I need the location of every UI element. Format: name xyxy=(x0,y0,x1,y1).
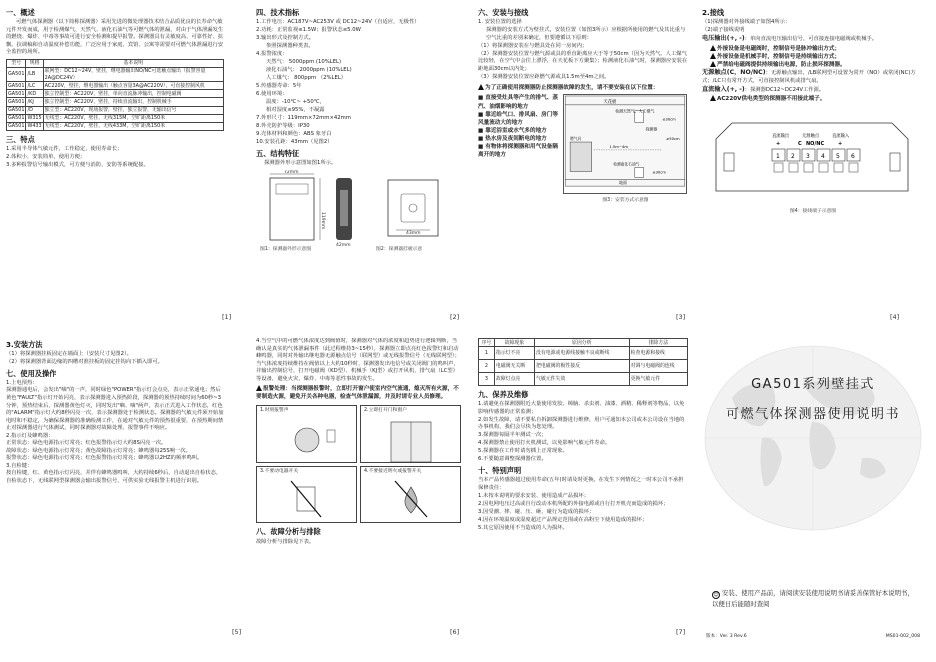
table-cell: 独立型：AC220V，现场报警，壁挂，独立报警，无输出信号 xyxy=(43,106,223,114)
maintenance-item: 5.探测器在工作时请勿插上正常现象。 xyxy=(478,448,568,455)
cover-version: 版本：Ver. 3 Rev.6 xyxy=(706,634,747,639)
fault-header-cell: 序号 xyxy=(479,339,495,347)
maintenance-item: 2.如发生故障，请不要私自拆卸探测器进行维修，用户可通知本公司或本公司设在当地的办事机构，我们会尽快为您处理。 xyxy=(478,416,685,431)
fault-row xyxy=(479,373,688,386)
fault-cell: 3 xyxy=(479,373,495,386)
terminal-screw xyxy=(789,163,798,172)
section-structure-title: 五、结构特征 xyxy=(256,148,300,158)
page-2 xyxy=(256,6,461,322)
cover-main-title: 可燃气体探测器使用说明书 xyxy=(725,407,900,423)
avoid-item xyxy=(478,135,560,143)
maintenance-item: 1.请避免在探测器附近大量使用发胶、樟脑、杀虫剂、油漆、酒精、稀释剂等物品，以免影响传感器的正常监测； xyxy=(478,401,685,415)
terminal-screw xyxy=(819,163,828,172)
fault-row xyxy=(479,360,688,373)
svg-text:检测液化石油气: 检测液化石油气 xyxy=(613,163,640,168)
install-figure xyxy=(563,94,688,204)
table-cell: GA501 xyxy=(8,82,25,89)
table-row xyxy=(7,98,224,106)
voltage-notes xyxy=(702,45,924,69)
mounting-plate-outline xyxy=(388,180,438,236)
table-cell: /KJ xyxy=(26,98,43,106)
fig4-caption: 图4：接线端子示意图 xyxy=(789,208,837,214)
svg-text:直流输入: 直流输入 xyxy=(832,134,850,140)
feature-item: 2.体积小，安装简单，使用方便； xyxy=(6,154,86,161)
specs-list xyxy=(256,19,461,147)
avoid-section xyxy=(478,94,688,204)
terminal-screw xyxy=(804,163,813,172)
wiring-line-1: （1)探测器对外接线端子如图4所示： xyxy=(702,19,791,26)
table-cell: /KD xyxy=(26,90,43,98)
install-rule: （2）探测器安装位置与燃气源或具的垂直距离应大于等于50cm（因为天然气、人工煤气比较轻，在空气中会往上漂浮，在天花板下方聚集）；检测液化石油气时，探测器应安装在距地面30cm以内处； xyxy=(478,50,688,72)
table-cell: 无线型：AC220V，壁挂，无线433M，空旷距离150米 xyxy=(43,122,223,130)
statement-item: 5.其它原因使用不当造成的人为损坏。 xyxy=(478,524,568,531)
svg-text:1.5m~4m: 1.5m~4m xyxy=(609,145,628,150)
avoid-item xyxy=(478,94,560,110)
page-7 xyxy=(478,338,688,638)
svg-text:地面: 地面 xyxy=(619,180,627,186)
install-method-2: （2）将探测器背面边缘的四槽对准挂板的固定挂钩向下插入即可。 xyxy=(6,359,163,366)
fault-cell: 气敏元件失效 xyxy=(534,373,629,386)
spec-item: 参照探测器种类表。 xyxy=(266,43,314,50)
svg-text:无源触点: 无源触点 xyxy=(802,134,820,140)
page-8-cover xyxy=(702,338,924,650)
table-row xyxy=(7,106,224,114)
spec-item: 8.外壳防护等级：IP30 xyxy=(256,123,310,130)
fault-cell: 1 xyxy=(479,347,495,360)
avoid-text: 有物体将探测器和用气设备隔离开的地方 xyxy=(478,144,558,159)
table-row xyxy=(7,114,224,122)
relay-label: 无源触点(C，NO/NC) xyxy=(702,68,766,76)
fault-title: 八、故障分析与排除 xyxy=(256,527,321,537)
terminal-number: 5 xyxy=(836,153,840,161)
warning-triangle-icon xyxy=(710,61,716,67)
terminal-screw xyxy=(849,163,858,172)
install-method-title: 3.安装方法 xyxy=(6,340,43,349)
fig-no-fire: 4.不要接近明火或报警开关 xyxy=(360,466,461,524)
fault-cell: 把电磁阀的极性接反 xyxy=(534,360,629,373)
install-warning: 为了正确使用探测器防止探测器故障的发生，请不要安装在以下位置： xyxy=(478,84,688,92)
statement-item: 4.因在环境温度或湿度超过产品规定范围或在高粉尘下使用造成的损坏； xyxy=(478,516,648,523)
warning-triangle-icon xyxy=(478,84,484,90)
avoid-text: 靠近给气口、排风扇、房门等风量流动大的地方 xyxy=(478,111,558,126)
fault-header-cell: 排除方法 xyxy=(629,339,687,347)
avoid-list xyxy=(478,94,560,204)
svg-text:探测器: 探测器 xyxy=(645,126,658,132)
table-cell: GA501 xyxy=(8,98,25,105)
page-4 xyxy=(702,6,924,322)
terminal-diagram xyxy=(702,109,922,205)
feature-item: 1.采用半导体气敏元件，工作稳定，使用寿命长； xyxy=(6,146,123,153)
avoid-text: 靠近浴室或水气多的地方 xyxy=(485,127,547,134)
maintenance-title: 九、保养及维修 xyxy=(478,390,529,400)
svg-text:≤30cm: ≤30cm xyxy=(662,117,676,122)
detector-low xyxy=(635,168,644,178)
page-number-4: [4] xyxy=(890,313,900,321)
dim-height: 119mm xyxy=(320,211,325,230)
svg-text:天花板: 天花板 xyxy=(603,100,617,106)
cover-series-title: GA501系列壁挂式 xyxy=(751,377,875,392)
avoid-text: 直接受灶具等产生的排气、蒸汽、油烟影响的地方 xyxy=(478,95,558,110)
structure-figures xyxy=(256,170,461,254)
dim-hole-spacing: 43mm xyxy=(406,230,421,236)
bullet-icon: ■ xyxy=(478,95,486,102)
table-row xyxy=(7,67,224,81)
voltage-note xyxy=(710,61,924,69)
table-cell: AC220V，壁挂，继电器输出（触点容量3A@AC220V），可直接控制风机 xyxy=(43,82,223,90)
spec-item: 5.传感器寿命：5年 xyxy=(256,83,302,90)
spec-item: 天然气： 5000ppm (10%LEL) xyxy=(266,59,342,66)
table-cell: 独立控制型：AC220V，壁挂，持续直流输出，控制机械手 xyxy=(43,98,223,106)
svg-text:燃气具: 燃气具 xyxy=(570,137,582,142)
maintenance-item: 3.探测器每隔半年测试一次； xyxy=(478,432,547,439)
spec-item: 4.报警浓度： xyxy=(256,51,288,58)
fault-cell: 没有电源或电源线接触不良或断线 xyxy=(534,347,629,360)
spec-item: 6.使用环境： xyxy=(256,91,288,98)
dc-text: ：探测器DC12~DC24V工作源。 xyxy=(744,86,825,93)
voltage-label: 电压输出(+, -) xyxy=(702,35,745,43)
bullet-icon: ■ xyxy=(478,144,486,151)
voltage-note xyxy=(710,45,924,53)
dc-label: 直流输入(+, -) xyxy=(702,85,745,93)
detector-outline-figure xyxy=(256,170,461,254)
fig1-caption: 图1：探测器外形示意图 xyxy=(260,246,312,252)
model-table xyxy=(6,59,224,131)
table-cell: W433 xyxy=(27,123,42,130)
page-number-5: [5] xyxy=(232,628,242,636)
bullet-icon: ■ xyxy=(478,136,486,142)
svg-text:+: + xyxy=(838,141,843,148)
table-row xyxy=(7,90,224,98)
page-number-3: [3] xyxy=(676,313,686,321)
fault-cell: 检查电源和接线 xyxy=(629,347,687,360)
install-rule: （1）将探测器安装在与燃具处在同一房间内； xyxy=(478,42,588,49)
table-cell: GA501 xyxy=(8,115,25,122)
page-number-6: [6] xyxy=(450,628,460,636)
page-6 xyxy=(256,338,461,638)
table-cell: /D xyxy=(26,106,43,114)
alarm-figures xyxy=(256,405,461,523)
install-rules xyxy=(478,43,688,82)
table-header-cell: 基本说明 xyxy=(43,59,223,67)
section-specs-title: 四、技术指标 xyxy=(256,8,300,17)
maintenance-item: 4.探测器禁止使用打火机测试，以免影响气敏元件寿命。 xyxy=(478,440,611,447)
statement-title: 十、特别声明 xyxy=(478,465,522,475)
stove xyxy=(570,142,592,171)
wiring-title: 2.接线 xyxy=(702,8,725,17)
spec-item: 人工煤气： 800ppm （2%LEL） xyxy=(266,75,347,82)
page-1 xyxy=(6,6,224,322)
page-number-2: [2] xyxy=(450,313,460,321)
dc-note: AC220V供电类型的探测器不用接此端子。 xyxy=(702,95,924,103)
statement-item: 3.因受潮、摔、碰、压、砸、碰行为造成的损坏； xyxy=(478,508,595,515)
fault-row xyxy=(479,347,688,360)
table-row xyxy=(7,82,224,90)
table-row xyxy=(7,122,224,130)
install-text: 探测器的安装方式为壁挂式，安装位置（如图3所示）应根据所使用的燃气及其比重与空气比重的差别来确定，但要遵循以下原则： xyxy=(486,27,686,41)
cover-code: MS01-002_008 xyxy=(885,634,920,639)
spec-item: 相对湿度≤95%，不凝露 xyxy=(266,107,325,114)
fault-cell: 指示灯不亮 xyxy=(494,347,534,360)
fig-alarm-sound: 1.时刻报警声 xyxy=(256,405,357,463)
table-cell: /LB xyxy=(26,67,43,81)
voltage-note-text: 外接设备是电磁阀时，控制信号是脉冲输出方式； xyxy=(717,45,841,52)
terminal-screw xyxy=(774,163,783,172)
fig-open-window: 2.立即打开门和窗户 xyxy=(360,405,461,463)
fault-text: 故障分析与排除见下表。 xyxy=(256,538,315,545)
bullet-icon: ■ xyxy=(478,127,486,134)
structure-text: 探测器外形示意图如图1所示。 xyxy=(264,160,337,167)
world-map-background xyxy=(702,338,924,538)
avoid-item xyxy=(478,127,560,135)
install-rule: （3）探测器安装位置应距燃气源或具1.5m至4m之间。 xyxy=(478,73,610,80)
statement-list xyxy=(478,493,688,533)
avoid-item xyxy=(478,143,560,159)
statement-text: 当本产品传感器超过使用寿命(五年)时请及时更换。在发生下列情况之一时本公司不承担保修责任： xyxy=(478,477,684,491)
fault-header-cell: 故障现象 xyxy=(494,339,534,347)
section-install-title: 六、安装与接线 xyxy=(478,8,529,17)
relay-text: ：无源触点输出，/LB联网型可设置为常开（NO）或常闭(NC)方式；/LC只有常开方式，可直接控制风机或排气扇。 xyxy=(702,69,916,84)
features-list xyxy=(6,146,224,170)
feature-item: 3.多种报警信号输出模式，可方便与消防、安防等系统配接。 xyxy=(6,162,149,169)
fig2-caption: 图2：探测器挂板示意 xyxy=(376,246,423,252)
install-diagram xyxy=(563,94,687,194)
terminal-number: 2 xyxy=(791,153,795,161)
fault-table xyxy=(478,338,688,386)
table-cell: 无线型：AC220V，壁挂，无线315M，空旷距离150米 xyxy=(43,114,223,122)
statement-item: 2.因电网电压过高或自行改动本机所配的外接电源或自行打开机壳而造成的损坏； xyxy=(478,500,669,507)
table-cell: GA501 xyxy=(8,123,25,130)
spec-item: 温度：-10℃~ +50℃， xyxy=(266,99,326,106)
statement-item: 1.未按本说明的要求安装、使用造成产品损坏； xyxy=(478,492,589,499)
dim-width: 72mm xyxy=(284,169,299,175)
spec-item: 1.工作电压：AC187V~AC253V 或 DC12~24V（自适应，无极性） xyxy=(256,19,420,26)
svg-text:≥50cm: ≥50cm xyxy=(666,137,680,142)
usage-text: 1.上电预热： 探测器通电后，会发出"嘀"的一声，同时绿色"POWER"指示灯会点亮，表示正常通电；然后黄色"FAULT"指示灯开始闪亮，表示探测器进入预热阶段，探测器的预热持续时间为60秒~3分钟，预热结束后，探测器黄色灯灭，同时发出"嘀、嘀"两声，表示正式进入工作状态，红色的"ALARM"指示灯大约8秒闪亮一次，表示探测器处于检测状态。探测器的气敏元件须开始加电时和不稳定，为确保探测器的准确检测工作，在通对气敏元件的预热很重要，在预热期间禁止对探测器进行气体测试，同时探测器对故障处理、报警事件不响应。 2.指示灯及蜂鸣器： 正常状态：绿色电源指示灯常亮；红色报警指示灯大约8S闪亮一次。 故障状态：绿色电源指示灯常亮；黄色故障指示灯常亮；蜂鸣器每25S响一次。 报警状态：绿色电源指示灯常亮；红色报警指示灯常亮；蜂鸣器以2HZ的频率鸣叫。 3.自检键： 按自检键，红、黄色指示灯闪亮，并伴有蜂鸣器鸣叫，大约持续6秒后，自动退出自检状态，自检状态下，无线联网型探测器会输出报警信号，可供实验无线报警主机进行识别。 xyxy=(6,379,224,484)
avoid-item xyxy=(478,111,560,127)
avoid-text: 热水房及夜间断电的地方 xyxy=(485,136,547,142)
maintenance-list xyxy=(478,401,688,464)
fig-no-switch: 3.不要动电器开关 xyxy=(256,466,357,524)
fault-header-cell: 原因分析 xyxy=(534,339,629,347)
alarm-handling: 报警处理：当探测器报警时，立即打开窗户使室内空气流通，熄灭所有火源，不要制造火源，避免开关各种电器，检查气体泄漏源，并及时请专业人员修理。 xyxy=(256,386,459,401)
terminal-number: 4 xyxy=(821,153,825,161)
dim-depth: 42mm xyxy=(336,242,351,248)
terminal-number: 6 xyxy=(851,153,855,161)
spec-item: 9.壳体材料和颜色：ABS 象牙白 xyxy=(256,131,332,138)
fig3-caption: 图3：安装方式示意图 xyxy=(602,197,649,203)
wiring-line-2: （2)端子接线说明 xyxy=(702,27,745,34)
svg-text:NO/NC: NO/NC xyxy=(806,141,825,148)
svg-text:检测天然气、人工煤气: 检测天然气、人工煤气 xyxy=(615,109,655,115)
install-method-1: （1）将探测器挂板固定在墙面上（安装尺寸见图2）。 xyxy=(6,351,132,358)
fault-cell: 更换气敏元件 xyxy=(629,373,687,386)
alarm-text: 4.当空气中的可燃气体浓度达到阀值时，探测器对气体的浓度和趋势进行逻辑判断，当确认是真实的气体泄漏事件（此过程维持3~15秒），探测器立即点亮红色报警灯和启动蜂鸣器，同时对外输出继电器无源触点信号（联网型）或无线报警信号（无线联网型）；当气体浓度持续维持在阀值以上大约10秒时，探测器发出电信号或关闭阀门的鸣叫声，并输出控制信号，打开电磁阀（KD型）、机械手（KJ型）或打开风机、排气扇（LC型）等设备，避免火灾、爆炸、中毒等恶性事故的发生。 xyxy=(256,338,460,382)
fault-cell: 对调与电磁阀的连线 xyxy=(629,360,687,373)
page-number-1: [1] xyxy=(222,313,232,321)
fault-cell: 2 xyxy=(479,360,495,373)
table-cell: /LC xyxy=(26,82,43,90)
terminal-number: 1 xyxy=(776,153,780,161)
smiley-icon: ☺ xyxy=(713,592,719,598)
usage-title: 七、使用及操作 xyxy=(6,368,57,378)
warning-triangle-icon xyxy=(710,95,716,101)
table-cell: 独立控制型：AC220V，壁挂，单向直流脉冲输出，控制电磁阀 xyxy=(43,90,223,98)
table-header-cell: 规格 xyxy=(26,59,43,67)
maintenance-item: 6.不要随意调整探测器位置。 xyxy=(478,456,547,463)
spec-item: 10.安装孔距：43mm（见图2） xyxy=(256,139,333,146)
warning-triangle-icon xyxy=(710,45,716,51)
spec-item: 液化石油气： 2000ppm (10%LEL) xyxy=(266,67,352,74)
spec-item: 3.输出形式及控制方式。 xyxy=(256,35,315,42)
svg-text:C: C xyxy=(798,141,802,148)
warning-triangle-icon xyxy=(710,53,716,59)
detector-front-outline xyxy=(270,178,314,240)
svg-text:≤30cm: ≤30cm xyxy=(652,170,666,175)
table-cell: 联网型：DC12~24V，壁挂，继电器输出NO/NC可选触点输出（报警容量2A@DC24V） xyxy=(43,67,223,81)
bullet-icon: ■ xyxy=(478,111,486,118)
table-cell: GA501 xyxy=(7,67,26,81)
overview-text: 可燃气体探测器（以下简称探测器）采用先进的微处理器技术结合品质优良的长寿命气敏元件开发而成，用于检测煤气、天然气、液化石油气等可燃气体的泄漏，对由于气体泄漏发生的燃烧、爆炸、中毒等事故可进行安全检测和提早报警。探测器具有灵敏度高、可靠性好、抗飘、抗调稿和自动温度补偿功能，广泛应用于家庭、宾馆、公寓等需要对可燃气体泄漏进行安全监控的场所。 xyxy=(6,19,224,56)
table-cell: GA501 xyxy=(8,107,25,114)
voltage-note-text: 严禁给电磁阀提供持续输出电源，防止损坏探测器。 xyxy=(717,61,846,68)
spec-item: 7.外形尺寸：119mm×72mm×42mm xyxy=(256,115,351,122)
cover-notice: ☺ 安装、使用产品前，请阅读安装使用说明书请妥善保管好本说明书， 以便日后能随时查阅 xyxy=(712,589,914,608)
svg-text:直流输出: 直流输出 xyxy=(772,134,790,140)
voltage-note xyxy=(710,53,924,61)
section-features-title: 三、特点 xyxy=(6,134,35,144)
detector-grille xyxy=(276,184,308,194)
fault-cell: 故障灯点亮 xyxy=(494,373,534,386)
section-overview-title: 一、概述 xyxy=(6,8,35,17)
table-header-cell: 型号 xyxy=(7,59,26,67)
page-5 xyxy=(6,338,224,638)
fault-cell: 电磁阀无关断 xyxy=(494,360,534,373)
page-number-7: [7] xyxy=(676,628,686,636)
model-table-header xyxy=(7,59,224,67)
voltage-note-text: 外接设备是机械手时，控制信号是持续输出方式； xyxy=(717,53,841,60)
table-cell: GA501 xyxy=(8,90,25,97)
terminal-number: 3 xyxy=(806,153,810,161)
install-sub: 1. 安装位置的选择 xyxy=(478,19,522,26)
table-cell: W315 xyxy=(27,115,42,122)
page-3 xyxy=(478,6,688,322)
warning-triangle-icon xyxy=(256,385,262,391)
svg-text:+: + xyxy=(776,141,781,148)
voltage-text: ：单向直流电压输出信号，可直接连接电磁阀或机械手。 xyxy=(744,36,878,43)
spec-item: 2.功耗：正常监视≤1.5W；报警状态≤5.0W xyxy=(256,27,361,34)
terminal-screw xyxy=(834,163,843,172)
